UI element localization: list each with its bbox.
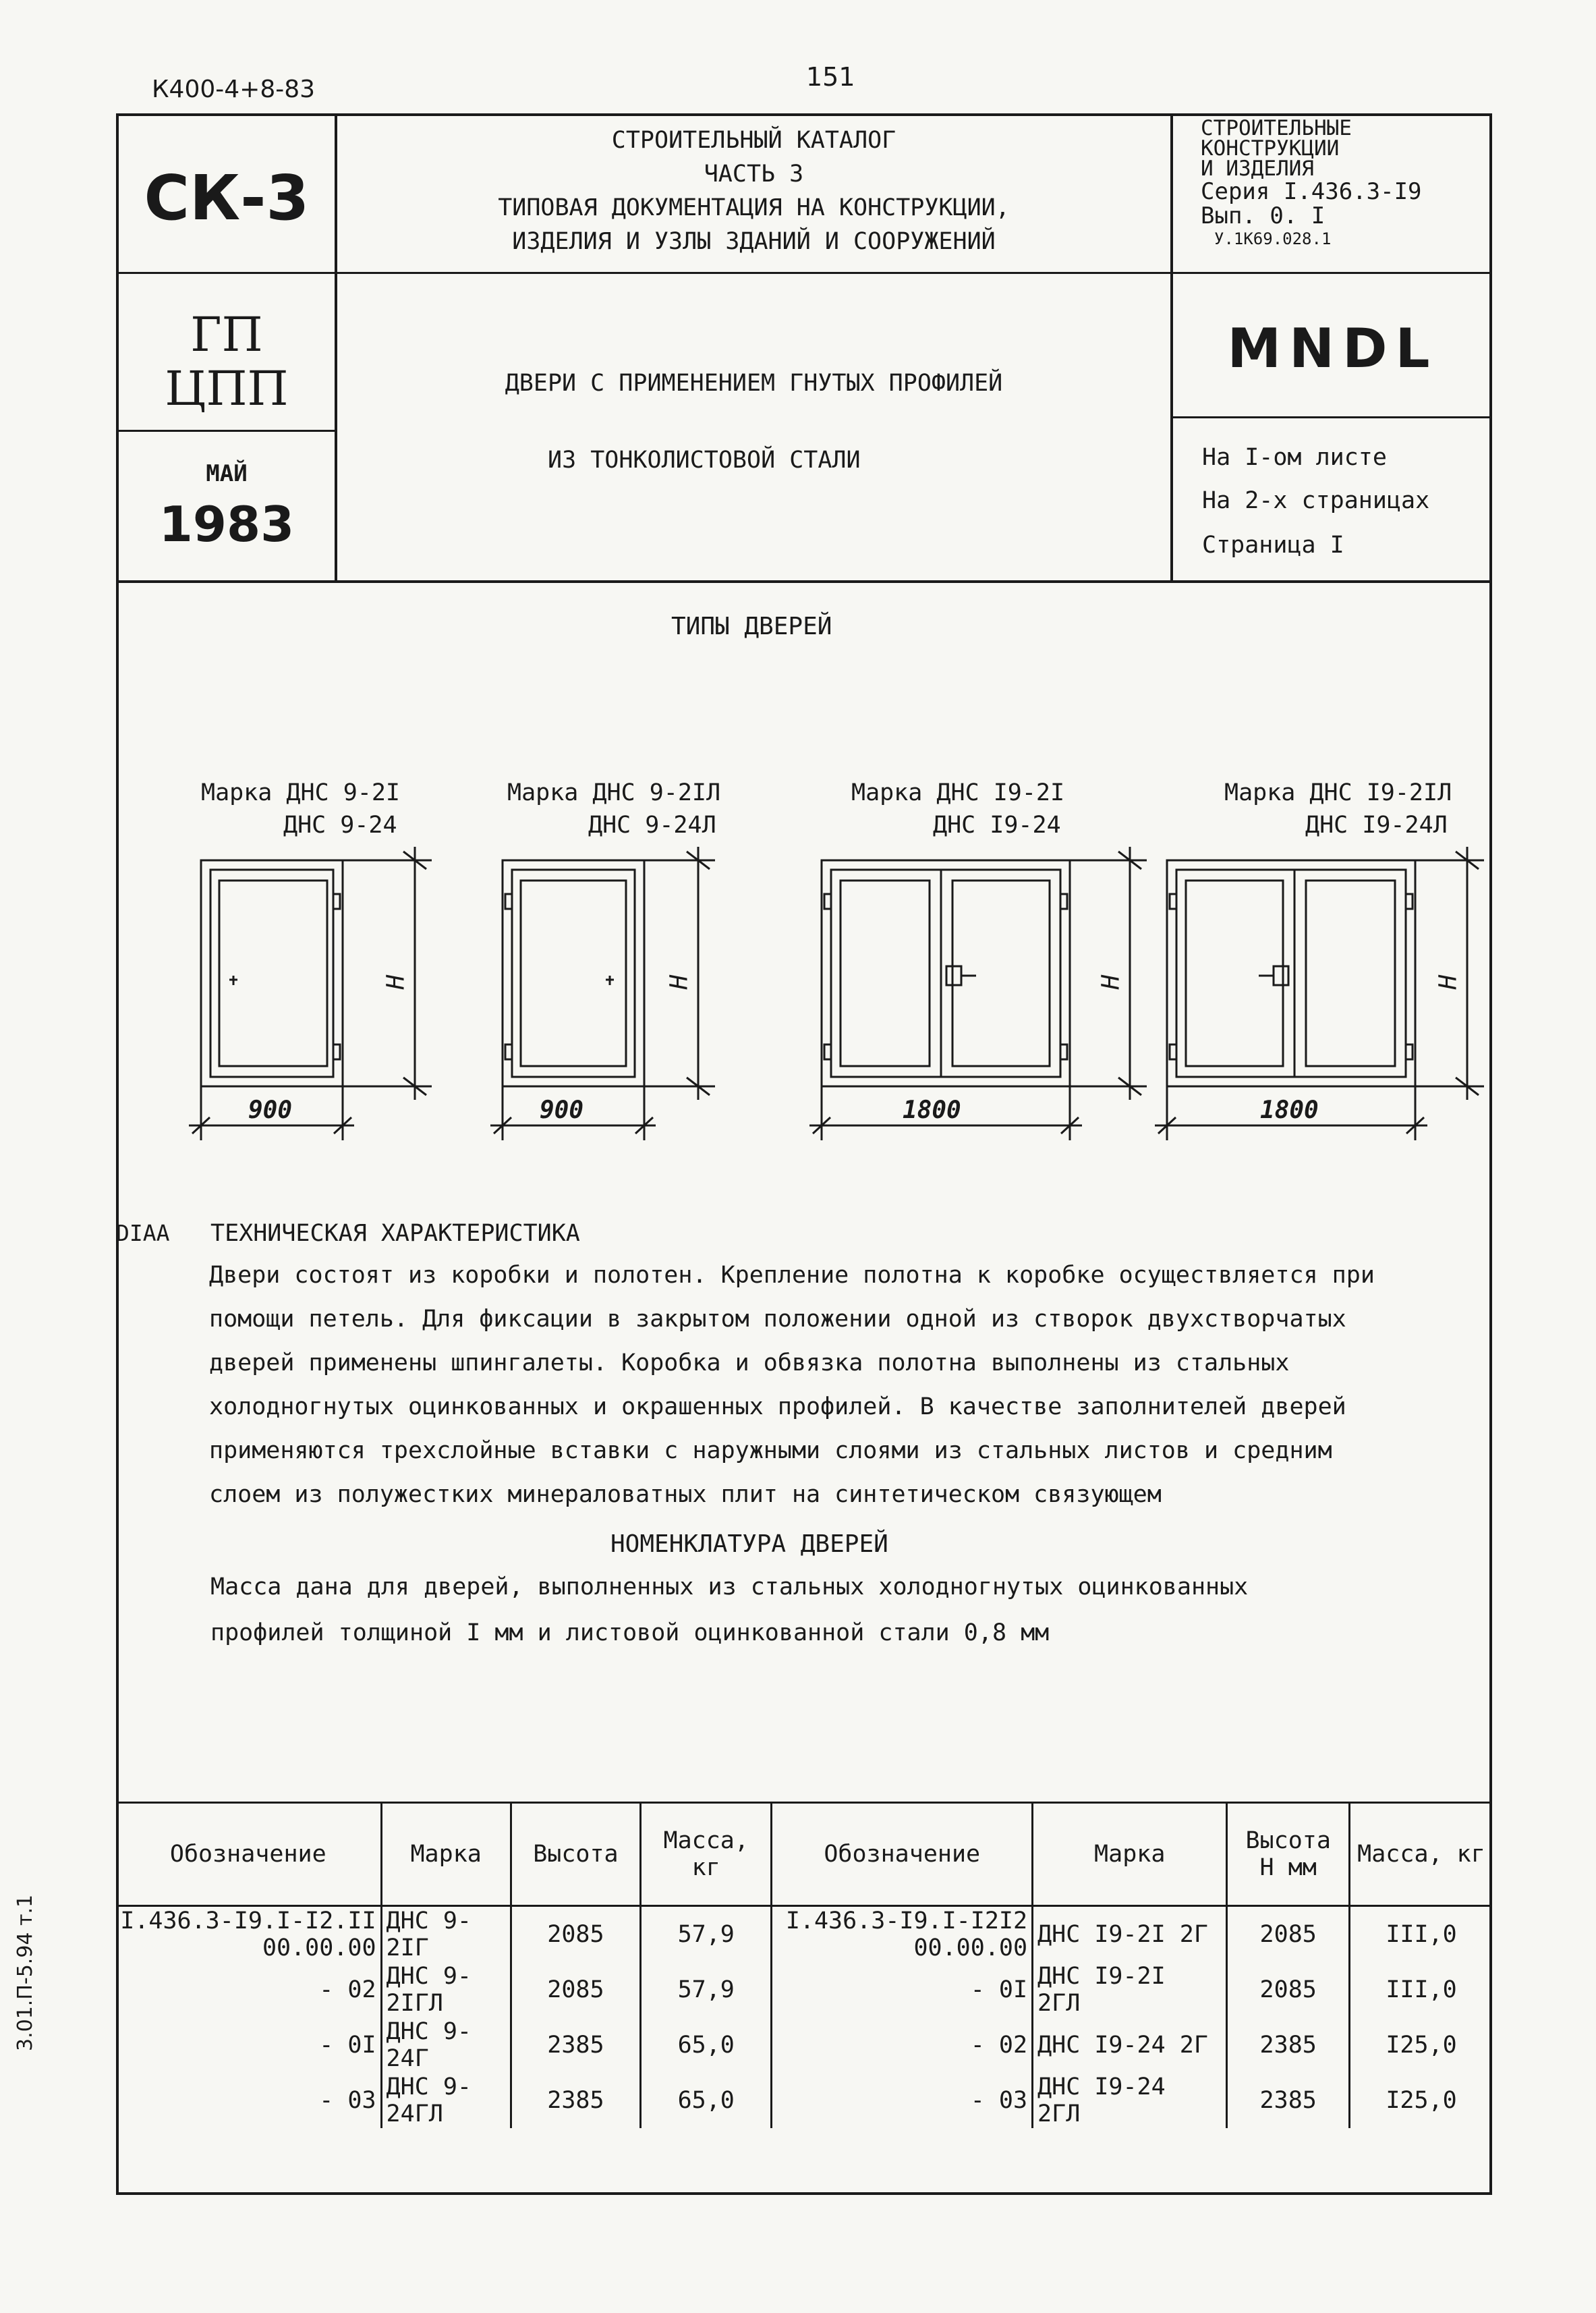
series-line-6: У.1К69.028.1 xyxy=(1214,229,1332,248)
org-line-1: ГП xyxy=(190,307,263,362)
series-line-4: Серия I.436.3-I9 xyxy=(1201,178,1422,205)
table-cell: 2085 xyxy=(511,1906,640,1963)
door-3-height: H xyxy=(1097,974,1125,990)
table-row xyxy=(116,2073,1492,2128)
tech-prefix: DIAA xyxy=(116,1220,170,1246)
series-line-5: Вып. 0. I xyxy=(1201,202,1326,229)
nomenclature-table xyxy=(116,1802,1492,2128)
title-line-1: ДВЕРИ С ПРИМЕНЕНИЕМ ГНУТЫХ ПРОФИЛЕЙ xyxy=(505,370,1003,397)
table-cell: I25,0 xyxy=(1349,2073,1492,2128)
tech-line: холодногнутых оцинкованных и окрашенных профилей. В качестве заполнителей дверей xyxy=(209,1393,1346,1420)
door-4-label-2: ДНС I9-24Л xyxy=(1305,812,1448,839)
table-cell: ДНС 9-2IГ xyxy=(381,1906,511,1963)
table-cell: - 02 xyxy=(116,1962,381,2017)
sheet-info-3: Страница I xyxy=(1202,532,1344,559)
door-2-label-1: Марка ДНС 9-2IЛ xyxy=(507,779,721,806)
table-cell: ДНС 9-2IГЛ xyxy=(381,1962,511,2017)
table-cell: 65,0 xyxy=(641,2073,772,2128)
month: МАЙ xyxy=(206,460,248,487)
table-cell: 65,0 xyxy=(641,2017,772,2073)
col-header: Высота xyxy=(511,1803,640,1906)
org-line-2: ЦПП xyxy=(165,361,289,416)
table-row xyxy=(116,1906,1492,1963)
tech-line: дверей применены шпингалеты. Коробка и обвязка полотна выполнены из стальных xyxy=(209,1349,1290,1376)
table-cell: 2085 xyxy=(1227,1962,1350,2017)
table-cell: 2385 xyxy=(1227,2073,1350,2128)
table-cell: I.436.3-I9.I-I2.II 00.00.00 xyxy=(116,1906,381,1963)
table-cell: - 03 xyxy=(772,2073,1033,2128)
table-cell: 2085 xyxy=(1227,1906,1350,1963)
door-1-label-1: Марка ДНС 9-2I xyxy=(201,779,401,806)
catalog-line-3: ТИПОВАЯ ДОКУМЕНТАЦИЯ НА КОНСТРУКЦИИ, xyxy=(498,194,1010,221)
door-3-label-1: Марка ДНС I9-2I xyxy=(851,779,1065,806)
tech-line: слоем из полужестких минераловатных плит на синтетическом связующем xyxy=(209,1481,1162,1508)
series-line-2: КОНСТРУКЦИИ xyxy=(1201,136,1340,161)
types-heading: ТИПЫ ДВЕРЕЙ xyxy=(671,613,832,640)
door-3-label-2: ДНС I9-24 xyxy=(933,812,1061,839)
col-header: Высота H мм xyxy=(1227,1803,1350,1906)
door-4-label-1: Марка ДНС I9-2IЛ xyxy=(1224,779,1452,806)
door-3-width: 1800 xyxy=(903,1096,961,1124)
table-cell: I25,0 xyxy=(1349,2017,1492,2073)
door-4-width: 1800 xyxy=(1260,1096,1319,1124)
page-number: 151 xyxy=(806,62,855,92)
year: 1983 xyxy=(159,496,295,553)
col-header: Марка xyxy=(381,1803,511,1906)
col-header: Масса, кг xyxy=(641,1803,772,1906)
col-header: Обозначение xyxy=(116,1803,381,1906)
table-cell: 57,9 xyxy=(641,1906,772,1963)
catalog-line-1: СТРОИТЕЛЬНЫЙ КАТАЛОГ xyxy=(611,127,896,154)
table-cell: - 02 xyxy=(772,2017,1033,2073)
title-line-2: ИЗ ТОНКОЛИСТОВОЙ СТАЛИ xyxy=(548,447,861,474)
catalog-line-4: ИЗДЕЛИЯ И УЗЛЫ ЗДАНИЙ И СООРУЖЕНИЙ xyxy=(512,228,996,255)
sheet-info-1: На I-ом листе xyxy=(1202,444,1387,471)
table-cell: ДНС I9-24 2ГЛ xyxy=(1033,2073,1227,2128)
door-2-label-2: ДНС 9-24Л xyxy=(588,812,716,839)
table-cell: III,0 xyxy=(1349,1962,1492,2017)
table-cell: I.436.3-I9.I-I2I2 00.00.00 xyxy=(772,1906,1033,1963)
catalog-code: СК-3 xyxy=(144,162,310,234)
catalog-line-2: ЧАСТЬ 3 xyxy=(704,161,804,188)
table-cell: 2385 xyxy=(511,2017,640,2073)
table-cell: 2085 xyxy=(511,1962,640,2017)
col-header: Марка xyxy=(1033,1803,1227,1906)
table-cell: III,0 xyxy=(1349,1906,1492,1963)
doc-code: К400-4+8-83 xyxy=(152,76,316,103)
door-2-height: H xyxy=(665,974,693,990)
tech-line: Двери состоят из коробки и полотен. Крепление полотна к коробке осуществляется при xyxy=(209,1262,1375,1289)
tech-heading: ТЕХНИЧЕСКАЯ ХАРАКТЕРИСТИКА xyxy=(210,1220,580,1247)
col-header: Масса, кг xyxy=(1349,1803,1492,1906)
door-2-drawing xyxy=(490,847,715,1140)
table-row xyxy=(116,1962,1492,2017)
door-1-width: 900 xyxy=(248,1096,293,1124)
nomenclature-line: профилей толщиной I мм и листовой оцинкованной стали 0,8 мм xyxy=(210,1619,1050,1646)
door-3-drawing xyxy=(809,847,1147,1140)
door-1-drawing xyxy=(189,847,432,1140)
table-cell: - 03 xyxy=(116,2073,381,2128)
series-line-1: СТРОИТЕЛЬНЫЕ xyxy=(1201,116,1352,140)
door-4-drawing xyxy=(1155,847,1484,1140)
side-note: 3.01.П-5.94 т.1 xyxy=(13,1894,37,2051)
table-cell: ДНС I9-2I 2ГЛ xyxy=(1033,1962,1227,2017)
col-header: Обозначение xyxy=(772,1803,1033,1906)
table-cell: - 0I xyxy=(772,1962,1033,2017)
table-cell: ДНС 9-24ГЛ xyxy=(381,2073,511,2128)
table-cell: - 0I xyxy=(116,2017,381,2073)
table-cell: ДНС I9-24 2Г xyxy=(1033,2017,1227,2073)
table-cell: 57,9 xyxy=(641,1962,772,2017)
door-2-width: 900 xyxy=(540,1096,584,1124)
table-cell: 2385 xyxy=(511,2073,640,2128)
table-row xyxy=(116,2017,1492,2073)
door-4-height: H xyxy=(1434,974,1462,990)
sheet-info-2: На 2-х страницах xyxy=(1202,487,1430,514)
door-1-height: H xyxy=(382,974,410,990)
table-cell: ДНС I9-2I 2Г xyxy=(1033,1906,1227,1963)
tech-line: применяются трехслойные вставки с наружными слоями из стальных листов и средним xyxy=(209,1437,1332,1464)
table-cell: ДНС 9-24Г xyxy=(381,2017,511,2073)
table-cell: 2385 xyxy=(1227,2017,1350,2073)
nomenclature-heading: НОМЕНКЛАТУРА ДВЕРЕЙ xyxy=(610,1530,888,1558)
door-1-label-2: ДНС 9-24 xyxy=(283,812,397,839)
series-line-3: И ИЗДЕЛИЯ xyxy=(1201,157,1314,181)
table-header-row xyxy=(116,1803,1492,1906)
tech-line: помощи петель. Для фиксации в закрытом положении одной из створок двухстворчатых xyxy=(209,1306,1346,1333)
mark-code: MNDL xyxy=(1227,317,1438,380)
nomenclature-line: Масса дана для дверей, выполненных из стальных холодногнутых оцинкованных xyxy=(210,1573,1249,1600)
